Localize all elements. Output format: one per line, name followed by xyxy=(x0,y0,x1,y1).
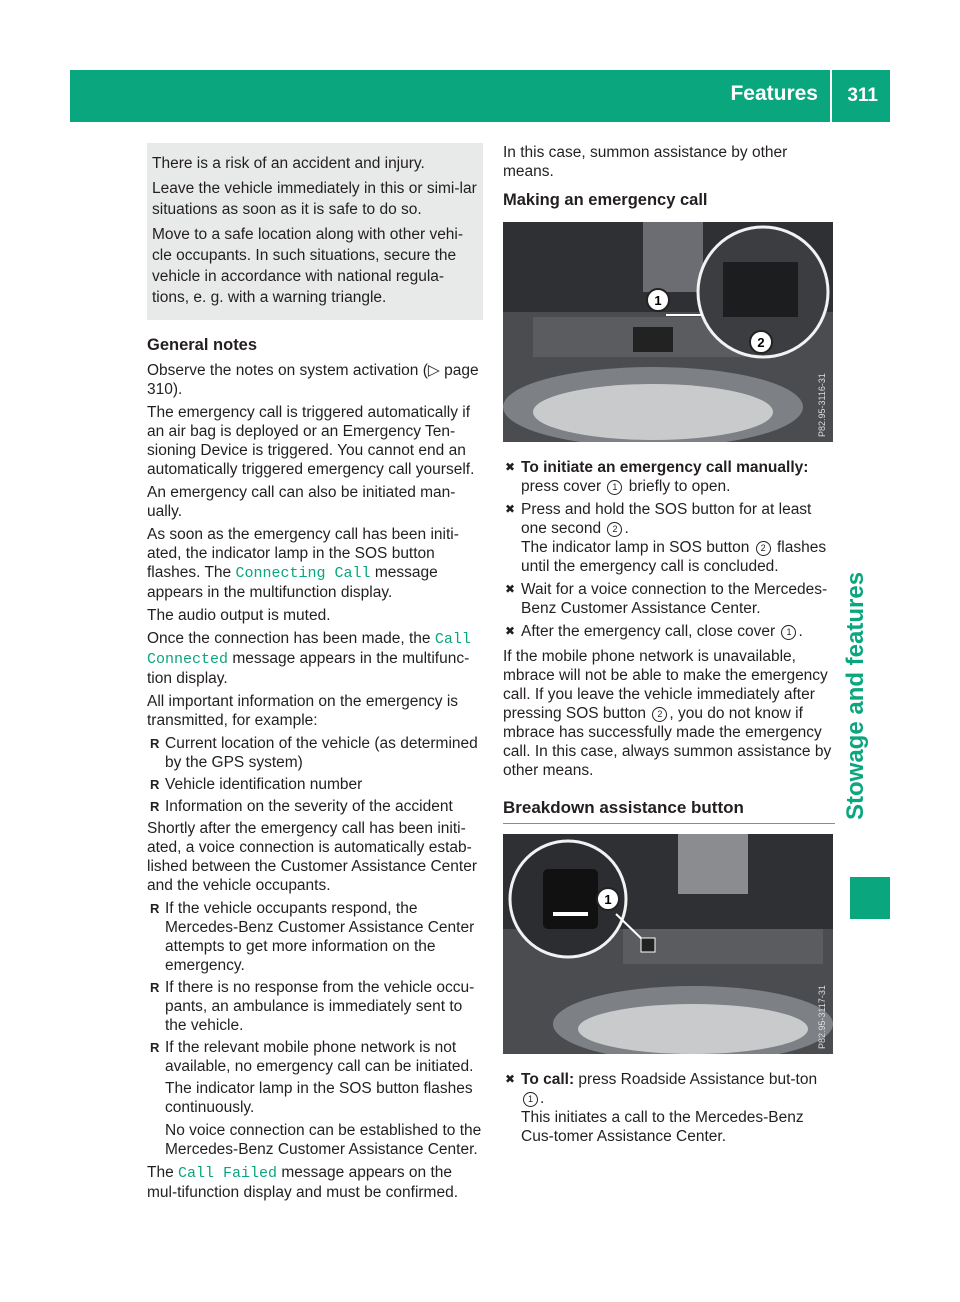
callout-2-ref: 2 xyxy=(756,541,771,556)
making-call-heading: Making an emergency call xyxy=(503,191,708,209)
step-item: ✖ Press and hold the SOS button for at least one second 2 . The indicator lamp in SOS button 2 flashes until the emergency call is concluded. xyxy=(505,501,827,575)
step-item: ✖ Wait for a voice connection to the Mercedes-Benz Customer Assistance Center. xyxy=(505,581,828,617)
callout-1-label: 1 xyxy=(654,293,662,308)
bullet-icon: R xyxy=(150,901,160,916)
list-item: R If the relevant mobile phone network is not available, no emergency call can be initiated. xyxy=(150,1039,474,1075)
paragraph: All important information on the emergency is transmitted, for example: xyxy=(147,693,459,729)
paragraph: Shortly after the emergency call has been initi-ated, a voice connection is automatically estab-lished between the Customer Assistance Center and the vehicle occupants. xyxy=(147,820,477,894)
paragraph: An emergency call can also be initiated man-ually. xyxy=(147,484,456,520)
list-item: R Information on the severity of the accident xyxy=(150,798,453,815)
step-arrow-icon: ✖ xyxy=(505,1072,516,1086)
sos-button-photo xyxy=(503,222,833,442)
bullet-icon: R xyxy=(150,1040,160,1055)
list-item: R If the vehicle occupants respond, the Mercedes-Benz Customer Assistance Center attempts to get more information on the emergency. xyxy=(150,900,475,974)
chapter-marker xyxy=(850,877,890,919)
step-arrow-icon: ✖ xyxy=(505,502,516,516)
bullet-icon: R xyxy=(150,799,160,814)
paragraph: If the mobile phone network is unavailable, mbrace will not be able to make the emergency call. If you leave the vehicle immediately after pressing SOS button 2 , you do not know if mbrace has successfully made the emergency call. In this case, always summon assistance by other means. xyxy=(503,648,832,779)
display-message: Call Failed xyxy=(178,1165,278,1182)
bullet-icon: R xyxy=(150,777,160,792)
step-item: ✖ To initiate an emergency call manually: press cover 1 briefly to open. xyxy=(505,459,809,495)
roadside-button-illustration xyxy=(503,834,833,1054)
callout-1-label: 1 xyxy=(604,892,612,907)
callout-1-ref: 1 xyxy=(607,480,622,495)
list-item: R Vehicle identification number xyxy=(150,776,363,793)
general-notes-heading: General notes xyxy=(147,336,258,354)
step-arrow-icon: ✖ xyxy=(505,624,516,638)
paragraph: Once the connection has been made, the Call Connected message appears in the multifunc-tion display. xyxy=(147,630,471,687)
callout-1-ref: 1 xyxy=(781,625,796,640)
callout-2-label: 2 xyxy=(757,335,765,350)
image-code: P82.95-3117-31 xyxy=(817,985,827,1049)
step-arrow-icon: ✖ xyxy=(505,582,516,596)
paragraph: The audio output is muted. xyxy=(147,607,331,624)
warning-line: There is a risk of an accident and injury. xyxy=(152,155,425,172)
list-item: R If there is no response from the vehicle occu-pants, an ambulance is immediately sent to the vehicle. xyxy=(150,979,475,1034)
bullet-icon: R xyxy=(150,980,160,995)
left-column xyxy=(147,143,483,1206)
list-item: R Current location of the vehicle (as determined by the GPS system) xyxy=(150,735,478,771)
warning-box xyxy=(147,143,483,320)
sub-paragraph: The indicator lamp in the SOS button flashes continuously. xyxy=(165,1080,473,1116)
step-item: ✖ After the emergency call, close cover 1 . xyxy=(505,623,803,640)
page-header xyxy=(70,70,890,122)
step-item: ✖ To call: press Roadside Assistance but-ton 1 . This initiates a call to the Mercedes-Benz Cus-tomer Assistance Center. xyxy=(505,1071,818,1145)
sos-button-illustration xyxy=(503,222,833,442)
page-number: 311 xyxy=(847,85,878,106)
image-code: P82.95-3116-31 xyxy=(817,373,827,437)
right-column xyxy=(503,143,835,1150)
paragraph: As soon as the emergency call has been initi-ated, the indicator lamp in the SOS button flashes. The Connecting Call message appears in the multifunction display. xyxy=(147,526,459,601)
chapter-tab: Stowage and features xyxy=(842,571,869,820)
callout-2-ref: 2 xyxy=(607,522,622,537)
sub-paragraph: No voice connection can be established to the Mercedes-Benz Customer Assistance Center. xyxy=(165,1122,482,1158)
paragraph: In this case, summon assistance by other means. xyxy=(503,144,788,180)
bullet-icon: R xyxy=(150,736,160,751)
display-message: Call Connected xyxy=(147,631,471,668)
callout-1-ref: 1 xyxy=(523,1092,538,1107)
header-divider xyxy=(830,70,832,122)
breakdown-heading: Breakdown assistance button xyxy=(503,798,835,824)
roadside-button-photo xyxy=(503,834,833,1054)
display-message: Connecting Call xyxy=(235,565,371,582)
warning-line: Leave the vehicle immediately in this or simi-lar situations as soon as it is safe to do so. xyxy=(152,180,477,218)
step-arrow-icon: ✖ xyxy=(505,460,516,474)
section-title: Features xyxy=(730,82,818,105)
paragraph: The Call Failed message appears on the mul-tifunction display and must be confirmed. xyxy=(147,1164,459,1201)
callout-2-ref: 2 xyxy=(652,707,667,722)
paragraph: Observe the notes on system activation (▷ page 310). xyxy=(147,362,479,398)
paragraph: The emergency call is triggered automatically if an air bag is deployed or an Emergency Ten-sioning Device is triggered. You cannot end an automatically triggered emergency call yourself. xyxy=(147,404,475,478)
warning-line: Move to a safe location along with other vehi-cle occupants. In such situations, secure the vehicle in accordance with national regula-tions, e. g. with a warning triangle. xyxy=(152,226,464,306)
